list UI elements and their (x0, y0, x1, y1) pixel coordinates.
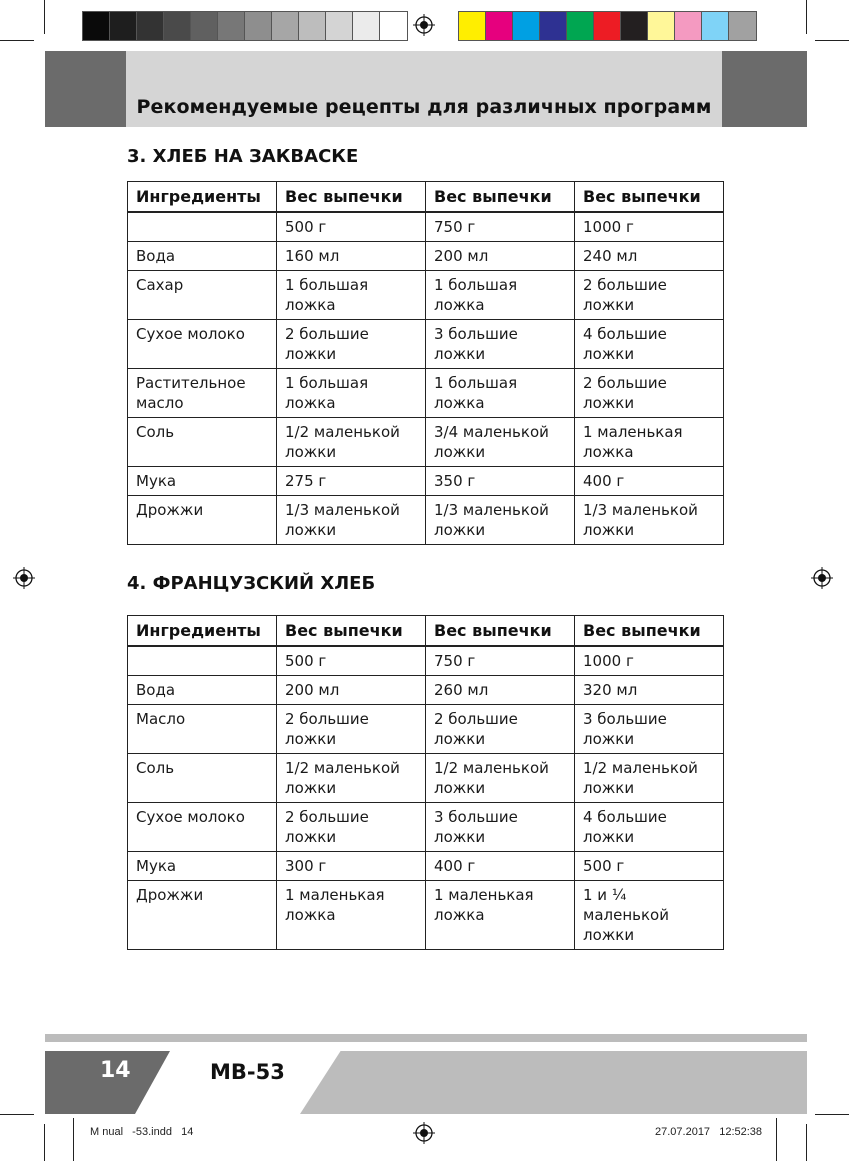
table-row (128, 676, 724, 705)
column-header: Вес выпечки (277, 182, 426, 213)
header-accent-right (722, 51, 807, 127)
recipe-table-sourdough (127, 181, 724, 545)
amount-cell: 1000 г (575, 646, 724, 676)
amount-cell: 2 большие ложки (277, 705, 426, 754)
table-row (128, 418, 724, 467)
crop-mark (44, 0, 45, 34)
amount-cell: 400 г (426, 852, 575, 881)
crop-mark (44, 1124, 45, 1161)
crop-mark (806, 0, 807, 34)
ingredient-cell: Сухое молоко (128, 803, 277, 852)
color-swatch (729, 12, 756, 40)
table-row (128, 496, 724, 545)
amount-cell: 160 мл (277, 242, 426, 271)
amount-cell: 2 большие ложки (575, 271, 724, 320)
table-row (128, 271, 724, 320)
amount-cell: 2 большие ложки (277, 803, 426, 852)
ingredient-cell (128, 646, 277, 676)
color-swatch (191, 12, 218, 40)
amount-cell: 3 большие ложки (575, 705, 724, 754)
color-swatch (486, 12, 513, 40)
section-title-sourdough: 3. ХЛЕБ НА ЗАКВАСКЕ (127, 146, 359, 167)
amount-cell: 1/2 маленькой ложки (575, 754, 724, 803)
column-header: Вес выпечки (426, 182, 575, 213)
amount-cell: 2 большие ложки (277, 320, 426, 369)
crop-mark (73, 1118, 74, 1161)
color-swatch (459, 12, 486, 40)
table-row (128, 705, 724, 754)
crop-mark (776, 1118, 777, 1161)
color-swatch (648, 12, 675, 40)
color-swatch (83, 12, 110, 40)
table-row (128, 320, 724, 369)
registration-mark-icon (13, 567, 35, 589)
table-row (128, 212, 724, 242)
column-header: Ингредиенты (128, 182, 277, 213)
section-title-french-bread: 4. ФРАНЦУЗСКИЙ ХЛЕБ (127, 573, 376, 594)
grayscale-swatch-bar (82, 11, 408, 41)
ingredient-cell: Сахар (128, 271, 277, 320)
footer-band (300, 1051, 807, 1114)
amount-cell: 1/3 маленькой ложки (277, 496, 426, 545)
print-slug-date: 27.07.2017 12:52:38 (655, 1126, 763, 1138)
color-swatch (675, 12, 702, 40)
crop-mark (815, 40, 849, 41)
color-swatch (272, 12, 299, 40)
color-swatch (594, 12, 621, 40)
amount-cell: 260 мл (426, 676, 575, 705)
amount-cell: 200 мл (277, 676, 426, 705)
amount-cell: 750 г (426, 646, 575, 676)
ingredient-cell: Соль (128, 418, 277, 467)
model-name: MB-53 (210, 1060, 285, 1084)
ingredient-cell: Мука (128, 467, 277, 496)
ingredient-cell: Соль (128, 754, 277, 803)
table-row (128, 754, 724, 803)
ingredient-cell: Дрожжи (128, 496, 277, 545)
amount-cell: 4 большие ложки (575, 803, 724, 852)
amount-cell: 3 большие ложки (426, 320, 575, 369)
registration-mark-icon (413, 14, 435, 36)
table-row (128, 852, 724, 881)
column-header: Вес выпечки (575, 616, 724, 647)
recipe-table-french-bread (127, 615, 724, 950)
amount-cell: 500 г (277, 646, 426, 676)
amount-cell: 350 г (426, 467, 575, 496)
ingredient-cell: Сухое молоко (128, 320, 277, 369)
amount-cell: 1/2 маленькой ложки (277, 754, 426, 803)
amount-cell: 1 маленькая ложка (575, 418, 724, 467)
ingredient-cell: Масло (128, 705, 277, 754)
color-swatch-bar (458, 11, 757, 41)
color-swatch (540, 12, 567, 40)
amount-cell: 500 г (575, 852, 724, 881)
table-row (128, 646, 724, 676)
color-swatch (380, 12, 407, 40)
amount-cell: 200 мл (426, 242, 575, 271)
amount-cell: 2 большие ложки (575, 369, 724, 418)
page-title: Рекомендуемые рецепты для различных программ (136, 96, 712, 118)
ingredient-cell: Вода (128, 676, 277, 705)
table-header-row (128, 182, 724, 213)
amount-cell: 1 большая ложка (426, 271, 575, 320)
amount-cell: 1/2 маленькой ложки (277, 418, 426, 467)
print-slug-filename: M nual -53.indd 14 (90, 1126, 194, 1138)
ingredient-cell: Дрожжи (128, 881, 277, 950)
color-swatch (218, 12, 245, 40)
color-swatch (245, 12, 272, 40)
column-header: Вес выпечки (426, 616, 575, 647)
color-swatch (299, 12, 326, 40)
table-row (128, 803, 724, 852)
crop-mark (0, 40, 34, 41)
column-header: Ингредиенты (128, 616, 277, 647)
amount-cell: 1 маленькая ложка (277, 881, 426, 950)
color-swatch (353, 12, 380, 40)
color-swatch (513, 12, 540, 40)
crop-mark (806, 1124, 807, 1161)
table-row (128, 369, 724, 418)
amount-cell: 3/4 маленькой ложки (426, 418, 575, 467)
color-swatch (326, 12, 353, 40)
amount-cell: 1 большая ложка (426, 369, 575, 418)
crop-mark (0, 1114, 34, 1115)
color-swatch (164, 12, 191, 40)
table-header-row (128, 616, 724, 647)
amount-cell: 1/3 маленькой ложки (575, 496, 724, 545)
ingredient-cell: Растительное масло (128, 369, 277, 418)
amount-cell: 300 г (277, 852, 426, 881)
column-header: Вес выпечки (575, 182, 724, 213)
amount-cell: 2 большие ложки (426, 705, 575, 754)
color-swatch (702, 12, 729, 40)
amount-cell: 1 большая ложка (277, 271, 426, 320)
amount-cell: 1/2 маленькой ложки (426, 754, 575, 803)
amount-cell: 1 и ¼ маленькой ложки (575, 881, 724, 950)
amount-cell: 320 мл (575, 676, 724, 705)
amount-cell: 1 маленькая ложка (426, 881, 575, 950)
footer-rule (45, 1034, 807, 1042)
color-swatch (567, 12, 594, 40)
page-number: 14 (100, 1058, 131, 1083)
column-header: Вес выпечки (277, 616, 426, 647)
crop-mark (815, 1114, 849, 1115)
table-row (128, 467, 724, 496)
table-row (128, 881, 724, 950)
color-swatch (621, 12, 648, 40)
ingredient-cell: Вода (128, 242, 277, 271)
table-row (128, 242, 724, 271)
amount-cell: 1000 г (575, 212, 724, 242)
ingredient-cell (128, 212, 277, 242)
registration-mark-icon (413, 1122, 435, 1144)
amount-cell: 1/3 маленькой ложки (426, 496, 575, 545)
registration-mark-icon (811, 567, 833, 589)
amount-cell: 275 г (277, 467, 426, 496)
amount-cell: 3 большие ложки (426, 803, 575, 852)
amount-cell: 240 мл (575, 242, 724, 271)
color-swatch (137, 12, 164, 40)
amount-cell: 500 г (277, 212, 426, 242)
header-accent-left (45, 51, 126, 127)
amount-cell: 1 большая ложка (277, 369, 426, 418)
color-swatch (110, 12, 137, 40)
amount-cell: 4 большие ложки (575, 320, 724, 369)
amount-cell: 750 г (426, 212, 575, 242)
ingredient-cell: Мука (128, 852, 277, 881)
amount-cell: 400 г (575, 467, 724, 496)
